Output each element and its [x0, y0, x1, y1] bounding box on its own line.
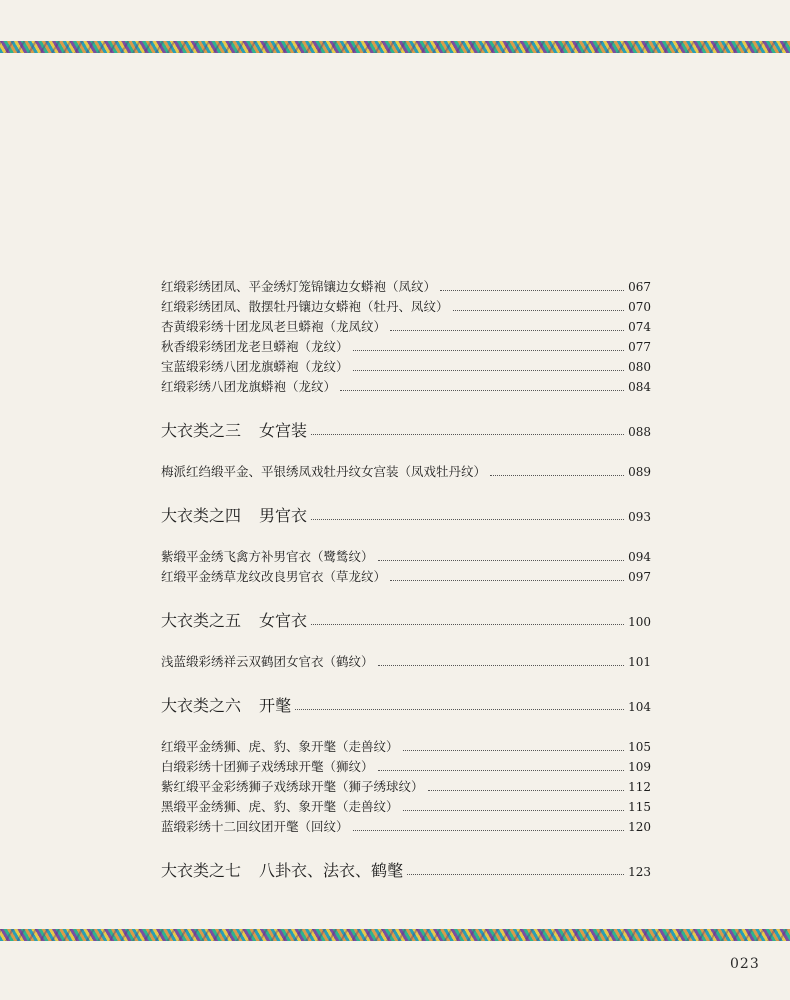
section-name: 八卦衣、法衣、鹤氅	[259, 861, 404, 880]
toc-entry-page: 115	[628, 800, 651, 814]
toc-entry-title: 黑缎平金绣狮、虎、豹、象开氅（走兽纹）	[161, 799, 399, 814]
dot-leader	[311, 518, 624, 520]
toc-entry[interactable]	[161, 547, 651, 567]
toc-entry[interactable]	[161, 377, 651, 397]
dot-leader	[390, 579, 624, 581]
dot-leader	[490, 474, 624, 476]
toc-entry-page: 074	[628, 320, 651, 334]
toc-section-heading[interactable]	[161, 502, 651, 530]
toc-entry-title: 红缎彩绣八团龙旗蟒袍（龙纹）	[161, 379, 337, 394]
toc-entry[interactable]	[161, 567, 651, 587]
section-page: 100	[628, 615, 651, 629]
toc-entry-title: 红缎彩绣团凤、平金绣灯笼锦镶边女蟒袍（凤纹）	[161, 279, 437, 294]
toc-entry-page: 097	[628, 570, 651, 584]
dot-leader	[378, 559, 625, 561]
toc-entry-title: 紫红缎平金彩绣狮子戏绣球开氅（狮子绣球纹）	[161, 779, 424, 794]
dot-leader	[295, 708, 624, 710]
section-page: 123	[628, 865, 651, 879]
toc-entry[interactable]	[161, 462, 651, 482]
section-prefix: 大衣类之四	[161, 506, 242, 525]
table-of-contents	[161, 277, 651, 885]
toc-entry-page: 077	[628, 340, 651, 354]
toc-entry-page: 120	[628, 820, 651, 834]
toc-entry-title: 红缎平金绣狮、虎、豹、象开氅（走兽纹）	[161, 739, 399, 754]
toc-entry-title: 红缎平金绣草龙纹改良男官衣（草龙纹）	[161, 569, 387, 584]
toc-entry-page: 067	[628, 280, 651, 294]
section-name: 女官衣	[259, 611, 308, 630]
section-prefix: 大衣类之六	[161, 696, 242, 715]
dot-leader	[311, 623, 624, 625]
toc-entry-title: 杏黄缎彩绣十团龙凤老旦蟒袍（龙凤纹）	[161, 319, 387, 334]
toc-section-heading[interactable]	[161, 692, 651, 720]
section-page: 093	[628, 510, 651, 524]
dot-leader	[440, 289, 624, 291]
toc-entry[interactable]	[161, 357, 651, 377]
toc-entry-title: 浅蓝缎彩绣祥云双鹤团女官衣（鹤纹）	[161, 654, 374, 669]
section-page: 088	[628, 425, 651, 439]
toc-entry[interactable]	[161, 737, 651, 757]
section-page: 104	[628, 700, 651, 714]
toc-section-heading[interactable]	[161, 607, 651, 635]
toc-entry-page: 094	[628, 550, 651, 564]
dot-leader	[407, 873, 624, 875]
section-name: 女宫装	[259, 421, 308, 440]
section-prefix: 大衣类之三	[161, 421, 242, 440]
toc-entry-page: 101	[628, 655, 651, 669]
toc-entry[interactable]	[161, 757, 651, 777]
dot-leader	[353, 829, 625, 831]
toc-entry-title: 红缎彩绣团凤、散摆牡丹镶边女蟒袍（牡丹、凤纹）	[161, 299, 449, 314]
toc-section-heading[interactable]	[161, 857, 651, 885]
page-number: 023	[730, 956, 760, 972]
dot-leader	[353, 349, 625, 351]
dot-leader	[428, 789, 625, 791]
dot-leader	[353, 369, 625, 371]
dot-leader	[340, 389, 624, 391]
section-prefix: 大衣类之七	[161, 861, 242, 880]
toc-entry-title: 宝蓝缎彩绣八团龙旗蟒袍（龙纹）	[161, 359, 349, 374]
decorative-border-top	[0, 41, 790, 53]
toc-entry-title: 紫缎平金绣飞禽方补男官衣（鹭鸶纹）	[161, 549, 374, 564]
dot-leader	[453, 309, 625, 311]
toc-entry[interactable]	[161, 817, 651, 837]
toc-entry-page: 080	[628, 360, 651, 374]
toc-entry-title: 白缎彩绣十团狮子戏绣球开氅（狮纹）	[161, 759, 374, 774]
section-name: 开氅	[259, 696, 292, 715]
dot-leader	[403, 749, 625, 751]
dot-leader	[378, 769, 625, 771]
toc-entry-title: 梅派红绉缎平金、平银绣凤戏牡丹纹女宫装（凤戏牡丹纹）	[161, 464, 487, 479]
toc-entry[interactable]	[161, 337, 651, 357]
dot-leader	[378, 664, 625, 666]
toc-entry[interactable]	[161, 277, 651, 297]
decorative-border-bottom	[0, 929, 790, 941]
toc-entry-page: 112	[628, 780, 651, 794]
toc-entry[interactable]	[161, 797, 651, 817]
toc-entry-title: 秋香缎彩绣团龙老旦蟒袍（龙纹）	[161, 339, 349, 354]
toc-entry[interactable]	[161, 297, 651, 317]
toc-entry-page: 105	[628, 740, 651, 754]
toc-entry[interactable]	[161, 777, 651, 797]
section-name: 男官衣	[259, 506, 308, 525]
dot-leader	[390, 329, 624, 331]
toc-entry-page: 089	[628, 465, 651, 479]
toc-entry-title: 蓝缎彩绣十二回纹团开氅（回纹）	[161, 819, 349, 834]
toc-entry[interactable]	[161, 652, 651, 672]
toc-entry-page: 109	[628, 760, 651, 774]
section-prefix: 大衣类之五	[161, 611, 242, 630]
toc-section-heading[interactable]	[161, 417, 651, 445]
dot-leader	[311, 433, 624, 435]
dot-leader	[403, 809, 625, 811]
toc-entry-page: 084	[628, 380, 651, 394]
toc-entry[interactable]	[161, 317, 651, 337]
toc-entry-page: 070	[628, 300, 651, 314]
